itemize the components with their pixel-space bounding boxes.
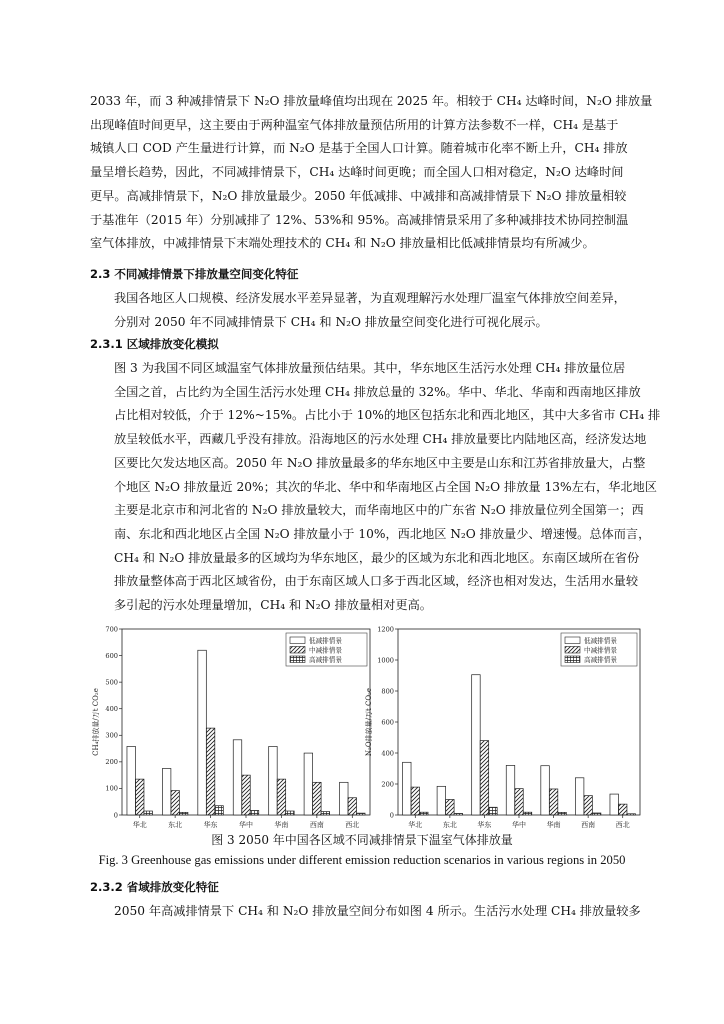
bar-low-scenario [233, 740, 242, 815]
y-tick-label: 1000 [377, 656, 394, 665]
bar-low-scenario [541, 766, 550, 815]
bar-mid-scenario [348, 798, 357, 815]
x-tick-label: 华北 [408, 821, 423, 829]
figure-3-caption-cn: 图 3 2050 年中国各区域不同减排情景下温室气体排放量 [211, 833, 513, 847]
bar-low-scenario [437, 786, 446, 815]
y-axis-label: N₂O排放量/万t CO₂e [365, 687, 373, 757]
text-line: CH₄ 和 N₂O 排放量最多的区域均为华东地区，最少的区域为东北和西北地区。东南区域所在省份 [114, 550, 640, 565]
bar-mid-scenario [618, 804, 627, 815]
paragraph-provincial-emissions [90, 900, 641, 924]
x-tick-label: 东北 [442, 821, 457, 829]
bar-low-scenario [304, 753, 313, 815]
y-tick-label: 700 [105, 625, 118, 634]
y-axis-label: CH₄排放量/万t CO₂e [92, 688, 100, 756]
bar-high-scenario [321, 812, 330, 815]
bar-high-scenario [144, 811, 153, 815]
bar-high-scenario [627, 814, 636, 815]
legend-swatch [290, 637, 305, 644]
text-line: 出现峰值时间更早，这主要由于两种温室气体排放量预估所用的计算方法参数不一样，CH₄ 是基于 [90, 117, 619, 132]
chart-legend [561, 633, 637, 666]
x-tick-label: 华北 [132, 821, 147, 829]
section-heading-2-3-2: 2.3.2 省域排放变化特征 [90, 880, 219, 894]
y-tick-label: 0 [389, 811, 394, 820]
bar-high-scenario [523, 812, 532, 815]
figure-3-caption-en: Fig. 3 Greenhouse gas emissions under different emission reduction scenarios in various regions in 2050 [98, 853, 626, 867]
bar-mid-scenario [584, 796, 593, 815]
text-line: 占比相对较低，介于 12%~15%。占比小于 10%的地区包括东北和西北地区，其中大多省市 CH₄ 排 [114, 408, 661, 423]
bar-high-scenario [489, 807, 498, 815]
bar-low-scenario [575, 778, 584, 815]
bar-low-scenario [403, 762, 412, 815]
bar-mid-scenario [549, 789, 558, 815]
text-line: 主要是北京市和河北省的 N₂O 排放量较大，而华南地区中的广东省 N₂O 排放量位列全国第一；西 [114, 503, 644, 518]
text-line: 更早。高减排情景下，N₂O 排放量最少。2050 年低减排、中减排和高减排情景下 N₂O 排放量相较 [90, 188, 627, 203]
text-line: 城镇人口 COD 产生量进行计算，而 N₂O 是基于全国人口计算。随着城市化率不断上升，CH₄ 排放 [90, 141, 628, 156]
legend-swatch [565, 647, 580, 654]
bar-low-scenario [340, 782, 349, 815]
text-line: 我国各地区人口规模、经济发展水平差异显著，为直观理解污水处理厂温室气体排放空间差异， [114, 291, 626, 305]
legend-label: 低减排情景 [309, 637, 342, 645]
bar-mid-scenario [480, 741, 489, 815]
y-tick-label: 200 [381, 780, 394, 789]
y-tick-label: 600 [105, 651, 118, 660]
x-tick-label: 华南 [274, 821, 289, 829]
paragraph-regional-emissions [90, 357, 661, 618]
x-tick-label: 华东 [477, 821, 492, 829]
x-tick-label: 华中 [512, 821, 526, 829]
y-tick-label: 400 [105, 705, 118, 714]
paragraph-scenario-peaks [90, 90, 653, 256]
bar-high-scenario [179, 812, 188, 815]
y-tick-label: 1200 [377, 625, 394, 634]
legend-label: 中减排情景 [584, 646, 617, 655]
bar-high-scenario [454, 813, 463, 815]
text-line: 2050 年高减排情景下 CH₄ 和 N₂O 排放量空间分布如图 4 所示。生活污水处理 CH₄ 排放量较多 [114, 904, 641, 918]
bar-low-scenario [472, 675, 481, 815]
text-line: 2033 年，而 3 种减排情景下 N₂O 排放量峰值均出现在 2025 年。相较于 CH₄ 达峰时间，N₂O 排放量 [90, 94, 653, 108]
y-tick-label: 100 [105, 784, 118, 793]
text-line: 于基准年（2015 年）分别减排了 12%、53%和 95%。高减排情景采用了多种减排技术协同控制温 [90, 212, 629, 227]
bar-mid-scenario [206, 728, 215, 815]
bar-low-scenario [198, 650, 207, 815]
chart-legend [286, 633, 367, 666]
legend-swatch [290, 647, 305, 654]
bar-mid-scenario [171, 791, 180, 815]
x-tick-label: 西北 [615, 821, 630, 829]
text-line: 量呈增长趋势，因此，不同减排情景下，CH₄ 达峰时间更晚；而全国人口相对稳定，N₂O 达峰时间 [90, 165, 624, 180]
paragraph-spatial-intro [90, 287, 636, 334]
section-heading-2-3-1: 2.3.1 区域排放变化模拟 [90, 337, 219, 351]
y-tick-label: 600 [381, 718, 394, 727]
text-line: 图 3 为我国不同区域温室气体排放量预估结果。其中，华东地区生活污水处理 CH₄ 排放量位居 [114, 361, 626, 375]
text-line: 多引起的污水处理量增加，CH₄ 和 N₂O 排放量相对更高。 [114, 598, 432, 613]
bar-low-scenario [127, 746, 136, 815]
y-tick-label: 800 [381, 687, 394, 696]
n2o-regional-bar-chart [362, 623, 644, 831]
x-tick-label: 华东 [203, 821, 218, 829]
x-tick-label: 西北 [345, 821, 360, 829]
text-line: 分别对 2050 年不同减排情景下 CH₄ 和 N₂O 排放量空间变化进行可视化展示。 [114, 314, 548, 329]
bar-low-scenario [269, 746, 278, 815]
bar-low-scenario [610, 794, 619, 815]
y-tick-label: 200 [105, 758, 118, 767]
text-line: 全国之首，占比约为全国生活污水处理 CH₄ 排放总量的 32%。华中、华北、华南和西南地区排放 [114, 384, 641, 399]
y-tick-label: 0 [113, 811, 118, 820]
x-tick-label: 西南 [581, 821, 596, 829]
bar-high-scenario [420, 812, 429, 815]
x-tick-label: 西南 [309, 821, 324, 829]
legend-label: 高减排情景 [584, 656, 617, 664]
legend-swatch [565, 656, 580, 663]
y-tick-label: 400 [381, 749, 394, 758]
text-line: 南、东北和西北地区占全国 N₂O 排放量小于 10%，西北地区 N₂O 排放量少、增速慢。总体而言， [114, 526, 651, 541]
text-line: 放呈较低水平，西藏几乎没有排放。沿海地区的污水处理 CH₄ 排放量要比内陆地区高，经济发达地 [114, 432, 647, 447]
bar-mid-scenario [515, 789, 524, 815]
ch4-regional-bar-chart [88, 623, 374, 831]
legend-label: 高减排情景 [309, 656, 342, 664]
text-line: 室气体排放，中减排情景下末端处理技术的 CH₄ 和 N₂O 排放量相比低减排情景均有所减少。 [90, 236, 595, 251]
bar-high-scenario [286, 811, 295, 815]
bar-low-scenario [162, 769, 171, 816]
legend-label: 中减排情景 [309, 646, 342, 655]
bar-high-scenario [592, 813, 601, 815]
legend-swatch [565, 637, 580, 644]
bar-high-scenario [558, 812, 567, 815]
x-tick-label: 华中 [239, 821, 253, 829]
text-line: 排放量整体高于西北区域省份，由于东南区域人口多于西北区域，经济也相对发达，生活用水量较 [114, 574, 639, 589]
bar-mid-scenario [242, 775, 251, 815]
legend-label: 低减排情景 [584, 637, 617, 645]
bar-mid-scenario [446, 800, 455, 816]
bar-high-scenario [215, 806, 224, 815]
x-tick-label: 东北 [168, 821, 183, 829]
bar-low-scenario [506, 765, 515, 815]
bar-mid-scenario [313, 782, 322, 815]
legend-swatch [290, 656, 305, 663]
bar-high-scenario [250, 810, 259, 815]
y-tick-label: 500 [105, 678, 118, 687]
y-tick-label: 300 [105, 731, 118, 740]
bar-mid-scenario [135, 779, 144, 815]
section-heading-2-3: 2.3 不同减排情景下排放量空间变化特征 [90, 267, 299, 281]
text-line: 区要比欠发达地区高。2050 年 N₂O 排放量最多的华东地区中主要是山东和江苏省排放量大，占整 [114, 455, 646, 470]
x-tick-label: 华南 [546, 821, 561, 829]
text-line: 个地区 N₂O 排放量近 20%；其次的华北、华中和华南地区占全国 N₂O 排放量 13%左右，华北地区 [114, 479, 657, 494]
bar-mid-scenario [277, 779, 286, 815]
bar-mid-scenario [411, 787, 420, 815]
